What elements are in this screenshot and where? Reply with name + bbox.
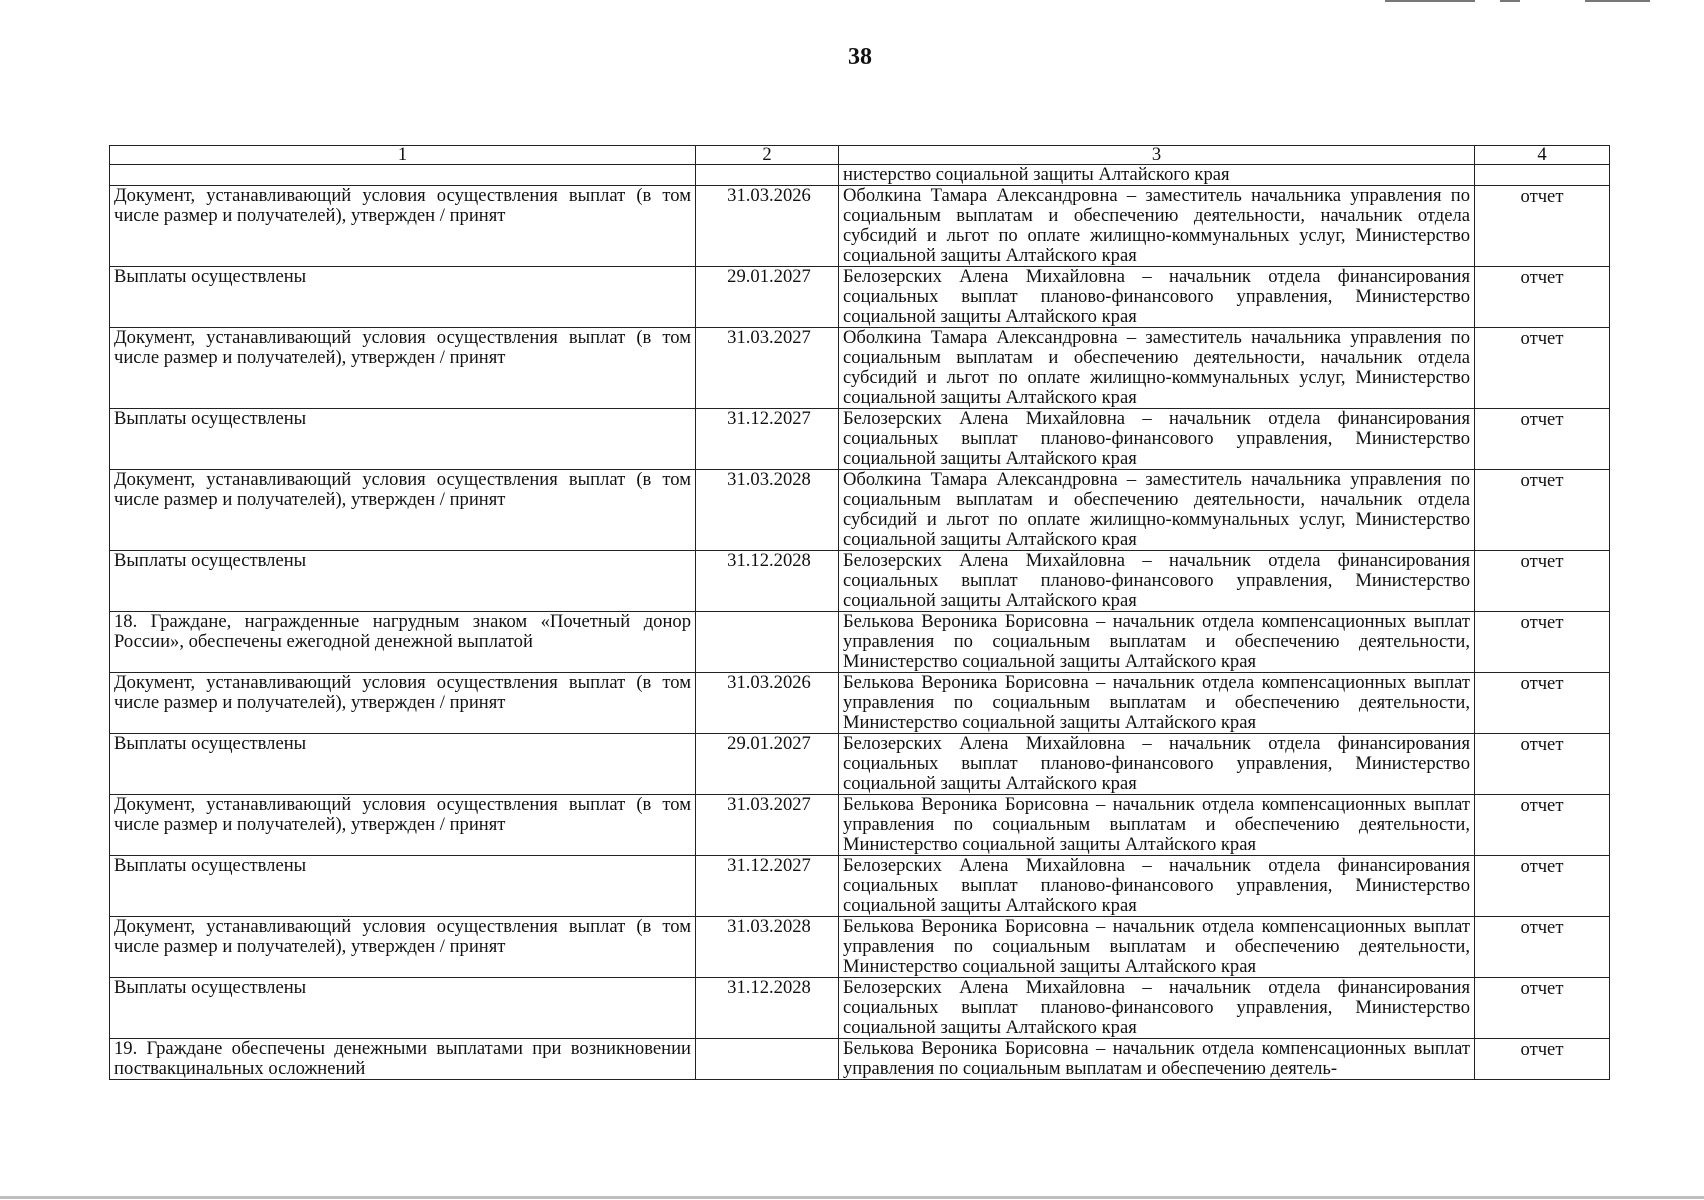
measure-name-cell: Документ, устанавливающий условия осуществления выплат (в том числе размер и получателей), утвержден / принят — [110, 186, 696, 267]
document-type-cell: отчет — [1475, 734, 1610, 795]
responsible-person-cell: Белькова Вероника Борисовна – начальник отдела компенсационных выплат управления по социальным выплатам и обеспечению деятельности, Министерство социальной защиты Алтайского края — [839, 917, 1475, 978]
document-type-cell: отчет — [1475, 978, 1610, 1039]
document-type-cell: отчет — [1475, 470, 1610, 551]
responsible-person-cell: Белькова Вероника Борисовна – начальник отдела компенсационных выплат управления по социальным выплатам и обеспечению деятельности, Министерство социальной защиты Алтайского края — [839, 612, 1475, 673]
table-row — [110, 186, 1610, 267]
document-type-cell: отчет — [1475, 917, 1610, 978]
table-row — [110, 917, 1610, 978]
responsible-person-cell: Оболкина Тамара Александровна – заместитель начальника управления по социальным выплатам и обеспечению деятельности, начальник отдела субсидий и льгот по оплате жилищно-коммунальных услуг, Министерство социальной защиты Алтайского края — [839, 328, 1475, 409]
scan-artifact-line — [1585, 0, 1650, 2]
responsible-person-cell: Белозерских Алена Михайловна – начальник отдела финансирования социальных выплат планово-финансового управления, Министерство социальной защиты Алтайского края — [839, 409, 1475, 470]
measure-name-cell: 19. Граждане обеспечены денежными выплатами при возникновении поствакцинальных осложнений — [110, 1039, 696, 1080]
deadline-date-cell: 31.03.2028 — [696, 917, 839, 978]
header-col-3: 3 — [839, 146, 1475, 165]
responsible-person-cell: Оболкина Тамара Александровна – заместитель начальника управления по социальным выплатам и обеспечению деятельности, начальник отдела субсидий и льгот по оплате жилищно-коммунальных услуг, Министерство социальной защиты Алтайского края — [839, 470, 1475, 551]
continuation-row — [110, 165, 1610, 186]
responsible-person-cell: Белькова Вероника Борисовна – начальник отдела компенсационных выплат управления по социальным выплатам и обеспечению деятель- — [839, 1039, 1475, 1080]
document-type-cell: отчет — [1475, 409, 1610, 470]
document-type-cell: отчет — [1475, 186, 1610, 267]
table-row — [110, 328, 1610, 409]
header-col-2: 2 — [696, 146, 839, 165]
measure-name-cell: 18. Граждане, награжденные нагрудным знаком «Почетный донор России», обеспечены ежегодной денежной выплатой — [110, 612, 696, 673]
measure-name-cell: Выплаты осуществлены — [110, 856, 696, 917]
measure-name-cell: Документ, устанавливающий условия осуществления выплат (в том числе размер и получателей), утвержден / принят — [110, 673, 696, 734]
document-type-cell: отчет — [1475, 551, 1610, 612]
table-row — [110, 978, 1610, 1039]
measure-name-cell: Документ, устанавливающий условия осуществления выплат (в том числе размер и получателей), утвержден / принят — [110, 795, 696, 856]
header-row — [110, 146, 1610, 165]
continuation-cell-empty — [696, 165, 839, 186]
document-type-cell: отчет — [1475, 612, 1610, 673]
continuation-cell-empty — [110, 165, 696, 186]
document-type-cell: отчет — [1475, 1039, 1610, 1080]
document-type-cell: отчет — [1475, 673, 1610, 734]
table-row — [110, 856, 1610, 917]
responsible-person-cell: Белозерских Алена Михайловна – начальник отдела финансирования социальных выплат планово-финансового управления, Министерство социальной защиты Алтайского края — [839, 267, 1475, 328]
document-type-cell: отчет — [1475, 328, 1610, 409]
responsible-person-cell: Белозерских Алена Михайловна – начальник отдела финансирования социальных выплат планово-финансового управления, Министерство социальной защиты Алтайского края — [839, 734, 1475, 795]
table-row — [110, 612, 1610, 673]
measure-name-cell: Документ, устанавливающий условия осуществления выплат (в том числе размер и получателей), утвержден / принят — [110, 328, 696, 409]
table-body — [110, 165, 1610, 1080]
table-row — [110, 673, 1610, 734]
deadline-date-cell — [696, 1039, 839, 1080]
responsible-person-cell: Белькова Вероника Борисовна – начальник отдела компенсационных выплат управления по социальным выплатам и обеспечению деятельности, Министерство социальной защиты Алтайского края — [839, 673, 1475, 734]
scan-artifact-line — [1500, 0, 1520, 2]
table-row — [110, 795, 1610, 856]
page-number: 38 — [848, 44, 872, 70]
measure-name-cell: Выплаты осуществлены — [110, 734, 696, 795]
deadline-date-cell: 29.01.2027 — [696, 267, 839, 328]
table-row — [110, 267, 1610, 328]
document-table-container — [109, 145, 1609, 1080]
deadline-date-cell: 31.03.2027 — [696, 328, 839, 409]
table-row — [110, 551, 1610, 612]
deadline-date-cell: 31.03.2027 — [696, 795, 839, 856]
deadline-date-cell — [696, 612, 839, 673]
deadline-date-cell: 31.12.2027 — [696, 856, 839, 917]
measure-name-cell: Документ, устанавливающий условия осуществления выплат (в том числе размер и получателей), утвержден / принят — [110, 470, 696, 551]
measures-table — [109, 145, 1610, 1080]
responsible-person-cell: Оболкина Тамара Александровна – заместитель начальника управления по социальным выплатам и обеспечению деятельности, начальник отдела субсидий и льгот по оплате жилищно-коммунальных услуг, Министерство социальной защиты Алтайского края — [839, 186, 1475, 267]
measure-name-cell: Документ, устанавливающий условия осуществления выплат (в том числе размер и получателей), утвержден / принят — [110, 917, 696, 978]
header-col-1: 1 — [110, 146, 696, 165]
document-type-cell: отчет — [1475, 795, 1610, 856]
table-row — [110, 734, 1610, 795]
deadline-date-cell: 31.03.2026 — [696, 186, 839, 267]
table-row — [110, 470, 1610, 551]
measure-name-cell: Выплаты осуществлены — [110, 409, 696, 470]
header-col-4: 4 — [1475, 146, 1610, 165]
continuation-text: нистерство социальной защиты Алтайского края — [839, 165, 1475, 186]
scan-artifact-line — [1385, 0, 1475, 2]
document-type-cell: отчет — [1475, 267, 1610, 328]
measure-name-cell: Выплаты осуществлены — [110, 551, 696, 612]
deadline-date-cell: 31.03.2026 — [696, 673, 839, 734]
table-row — [110, 409, 1610, 470]
responsible-person-cell: Белозерских Алена Михайловна – начальник отдела финансирования социальных выплат планово-финансового управления, Министерство социальной защиты Алтайского края — [839, 551, 1475, 612]
document-type-cell: отчет — [1475, 856, 1610, 917]
measure-name-cell: Выплаты осуществлены — [110, 267, 696, 328]
deadline-date-cell: 31.03.2028 — [696, 470, 839, 551]
deadline-date-cell: 31.12.2028 — [696, 551, 839, 612]
table-row — [110, 1039, 1610, 1080]
deadline-date-cell: 31.12.2028 — [696, 978, 839, 1039]
scan-bottom-edge — [0, 1196, 1704, 1199]
responsible-person-cell: Белозерских Алена Михайловна – начальник отдела финансирования социальных выплат планово-финансового управления, Министерство социальной защиты Алтайского края — [839, 978, 1475, 1039]
deadline-date-cell: 31.12.2027 — [696, 409, 839, 470]
continuation-cell-empty — [1475, 165, 1610, 186]
responsible-person-cell: Белозерских Алена Михайловна – начальник отдела финансирования социальных выплат планово-финансового управления, Министерство социальной защиты Алтайского края — [839, 856, 1475, 917]
responsible-person-cell: Белькова Вероника Борисовна – начальник отдела компенсационных выплат управления по социальным выплатам и обеспечению деятельности, Министерство социальной защиты Алтайского края — [839, 795, 1475, 856]
deadline-date-cell: 29.01.2027 — [696, 734, 839, 795]
measure-name-cell: Выплаты осуществлены — [110, 978, 696, 1039]
